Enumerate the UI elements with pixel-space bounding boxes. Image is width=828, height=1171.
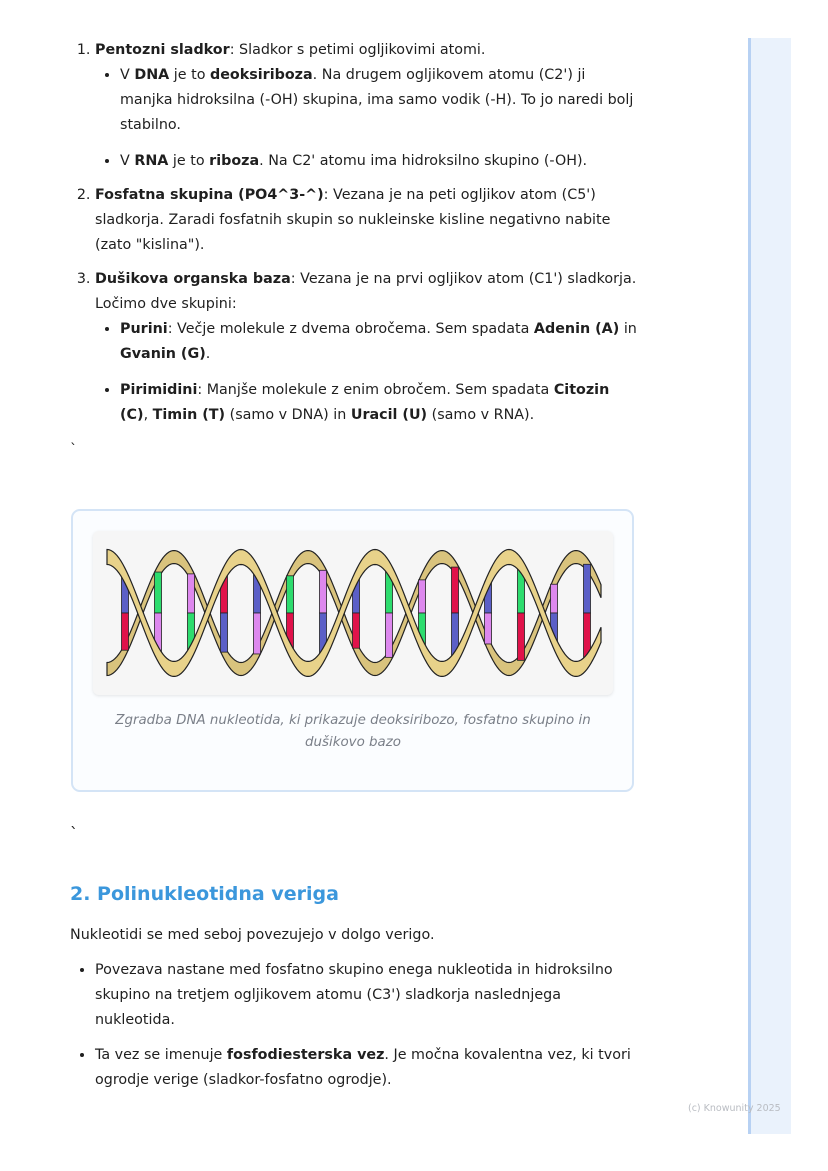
- term-dna: DNA: [134, 67, 170, 83]
- text-run: ,: [143, 407, 153, 423]
- term-phosphate-group: Fosfatna skupina (PO4^3-^): [95, 187, 324, 203]
- base-rung: [518, 613, 525, 660]
- sublist-item-purines: [120, 317, 638, 367]
- term-cytosine: Citozin (C): [120, 382, 610, 423]
- term-thymine: Timin (T): [152, 407, 226, 423]
- text-run: (samo v RNA).: [427, 407, 535, 423]
- list-item-pentose-sugar: [95, 38, 638, 174]
- term-pyrimidines: Pirimidini: [120, 382, 198, 398]
- pentose-sugar-text: : Sladkor s petimi ogljikovimi atomi.: [229, 42, 486, 58]
- sublist-item-dna-sugar: [120, 63, 638, 138]
- text-run: V: [120, 153, 135, 169]
- base-rung: [122, 613, 129, 650]
- list-item-phosphate-group: [95, 183, 638, 258]
- text-run: in: [619, 321, 637, 337]
- section-polynucleotide-chain: [70, 879, 638, 1093]
- stray-backtick: `: [70, 442, 78, 458]
- base-rung: [386, 613, 393, 657]
- text-run: je to: [168, 153, 210, 169]
- text-run: : Manjše molekule z enim obročem. Sem spadata: [197, 382, 554, 398]
- term-rna: RNA: [134, 153, 169, 169]
- dna-figure-card: [71, 509, 634, 792]
- term-nitrogenous-base: Dušikova organska baza: [95, 271, 291, 287]
- base-rung: [551, 584, 558, 613]
- term-purines: Purini: [120, 321, 168, 337]
- bullet-bond-formation: • Povezava nastane med fosfatno skupino enega nukleotida in hidroksilno skupino na tretjem ogljikovem atomu (C3') sladkorja naslednjega nukleotida.: [95, 958, 638, 1033]
- term-deoxyribose: deoksiriboza: [210, 67, 313, 83]
- sublist-item-pyrimidines: [120, 378, 638, 428]
- text-run: : Večje molekule z dvema obročema. Sem spadata: [167, 321, 534, 337]
- dna-helix-image: [93, 531, 613, 695]
- base-rung: [353, 613, 360, 648]
- text-run: . Na C2' atomu ima hidroksilno skupino (-OH).: [259, 153, 588, 169]
- text-run: je to: [169, 67, 210, 83]
- bullet-phosphodiester: [95, 1043, 638, 1093]
- sublist-item-rna-sugar: [120, 149, 638, 174]
- pentose-sublist: [95, 63, 638, 174]
- term-phosphodiester-bond: fosfodiesterska vez: [226, 1047, 385, 1063]
- base-rung: [254, 613, 261, 654]
- base-rung: [452, 567, 459, 613]
- figure-caption: Zgradba DNA nukleotida, ki prikazuje deoksiribozo, fosfatno skupino in dušikovo bazo: [115, 713, 591, 750]
- nucleotide-components-list: [70, 38, 638, 463]
- text-run: . Je močna kovalentna vez, ki tvori ogrodje verige (sladkor-fosfatno ogrodje).: [95, 1047, 631, 1088]
- term-pentose-sugar: Pentozni sladkor: [95, 42, 230, 58]
- base-rung: [584, 564, 591, 613]
- bases-sublist: [95, 317, 638, 428]
- phosphate-group-text: : Vezana je na peti ogljikov atom (C5') sladkorja. Zaradi fosfatnih skupin so nukleinske kisline negativno nabite (zato "kislina").: [95, 187, 611, 253]
- dna-helix-illustration: [93, 531, 613, 695]
- base-rung: [320, 570, 327, 613]
- text-run: Ta vez se imenuje: [95, 1047, 227, 1063]
- section-heading: 2. Polinukleotidna veriga: [70, 883, 339, 905]
- section-bullets: [70, 958, 638, 1093]
- stray-backtick-2: `: [70, 824, 78, 843]
- text-run: . Na drugem ogljikovem atomu (C2') ji manjka hidroksilna (-OH) skupina, ima samo vodik (-H). To jo naredi bolj stabilno.: [120, 67, 634, 133]
- base-rung: [188, 574, 195, 613]
- term-ribose: riboza: [209, 153, 260, 169]
- base-rung: [287, 576, 294, 613]
- base-rung: [485, 613, 492, 644]
- watermark: (c) Knowunity 2025: [688, 1103, 781, 1114]
- base-rung: [221, 613, 228, 652]
- base-rung: [155, 572, 162, 613]
- base-rung: [419, 580, 426, 613]
- term-uracil: Uracil (U): [350, 407, 428, 423]
- numbered-list: [70, 38, 638, 428]
- section-intro: Nukleotidi se med seboj povezujejo v dolgo verigo.: [70, 927, 435, 943]
- list-item-nitrogenous-base: [95, 267, 638, 428]
- term-adenine: Adenin (A): [533, 321, 620, 337]
- text-run: V: [120, 67, 135, 83]
- right-sidebar-panel: [748, 38, 791, 1134]
- text-run: .: [205, 346, 211, 362]
- term-guanine: Gvanin (G): [120, 346, 206, 362]
- nitrogenous-base-text: : Vezana je na prvi ogljikov atom (C1') sladkorja. Ločimo dve skupini:: [95, 271, 637, 312]
- text-run: (samo v DNA) in: [225, 407, 351, 423]
